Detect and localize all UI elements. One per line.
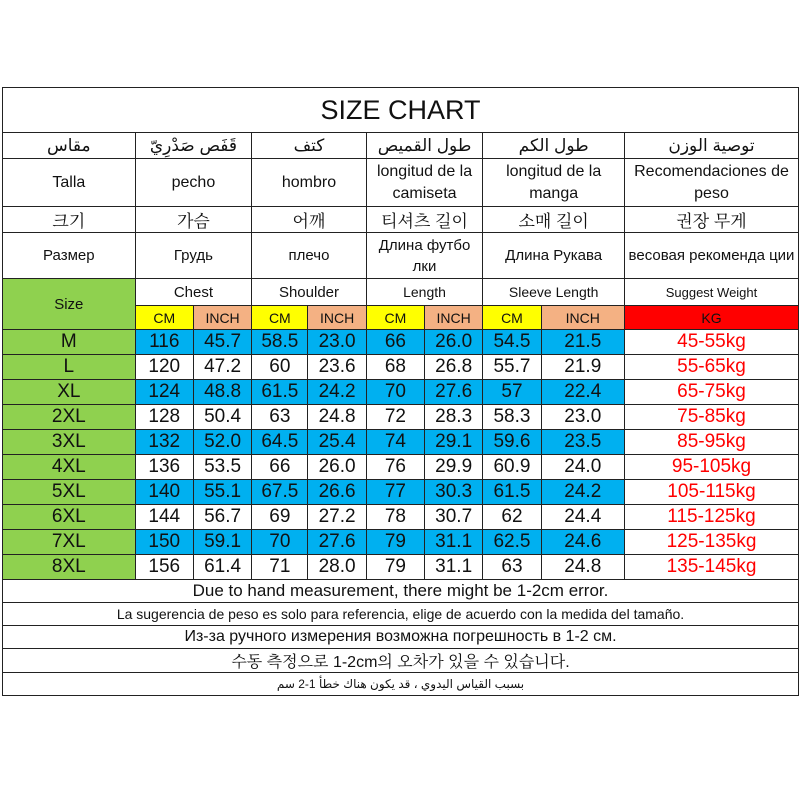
measure-length-in: 27.6: [425, 380, 483, 405]
measure-chest-in: 47.2: [193, 355, 251, 380]
unit-chest-cm: CM: [135, 306, 193, 330]
measure-chest-in: 48.8: [193, 380, 251, 405]
measure-shoulder-in: 25.4: [308, 430, 366, 455]
measure-sleeve-cm: 61.5: [483, 480, 541, 505]
measure-sleeve-in: 22.4: [541, 380, 624, 405]
unit-sleeve-cm: CM: [483, 306, 541, 330]
note-russian-row: [3, 626, 799, 649]
header-ru-chest: Грудь: [135, 233, 252, 279]
size-chart-table: [2, 87, 799, 696]
measure-chest-in: 61.4: [193, 555, 251, 580]
measure-length-cm: 72: [366, 405, 424, 430]
header-ko-weight: 권장 무게: [625, 207, 799, 233]
header-suggest-weight: Suggest Weight: [625, 279, 799, 306]
measure-shoulder-in: 26.0: [308, 455, 366, 480]
suggested-weight: 45-55kg: [625, 330, 799, 355]
measure-shoulder-cm: 61.5: [252, 380, 308, 405]
suggested-weight: 125-135kg: [625, 530, 799, 555]
measure-length-in: 31.1: [425, 530, 483, 555]
suggested-weight: 65-75kg: [625, 380, 799, 405]
measure-shoulder-in: 28.0: [308, 555, 366, 580]
note-arabic-row: [3, 673, 799, 696]
measure-length-in: 31.1: [425, 555, 483, 580]
header-ru-weight: весовая рекоменда ции: [625, 233, 799, 279]
size-row: [3, 330, 799, 355]
size-row: [3, 355, 799, 380]
size-label: 4XL: [3, 455, 136, 480]
measure-sleeve-cm: 62: [483, 505, 541, 530]
size-label: 3XL: [3, 430, 136, 455]
measure-sleeve-in: 23.5: [541, 430, 624, 455]
suggested-weight: 75-85kg: [625, 405, 799, 430]
size-row: [3, 430, 799, 455]
measure-shoulder-cm: 67.5: [252, 480, 308, 505]
suggested-weight: 95-105kg: [625, 455, 799, 480]
size-label: XL: [3, 380, 136, 405]
measure-length-cm: 76: [366, 455, 424, 480]
measure-sleeve-cm: 62.5: [483, 530, 541, 555]
unit-weight-kg: KG: [625, 306, 799, 330]
measure-chest-cm: 144: [135, 505, 193, 530]
measure-sleeve-in: 24.8: [541, 555, 624, 580]
header-ko-length: 티셔츠 길이: [366, 207, 483, 233]
header-ru-length: Длина футбо лки: [366, 233, 483, 279]
header-ar-sleeve: طول الكم: [483, 133, 625, 159]
unit-chest-inch: INCH: [193, 306, 251, 330]
measure-shoulder-cm: 66: [252, 455, 308, 480]
measure-shoulder-in: 23.0: [308, 330, 366, 355]
measure-chest-cm: 150: [135, 530, 193, 555]
measure-chest-cm: 132: [135, 430, 193, 455]
unit-shoulder-cm: CM: [252, 306, 308, 330]
measure-chest-cm: 128: [135, 405, 193, 430]
measure-shoulder-cm: 58.5: [252, 330, 308, 355]
header-ar-size: مقاس: [3, 133, 136, 159]
size-row: [3, 555, 799, 580]
header-ar-chest: قَفَص صَدْرِيّ: [135, 133, 252, 159]
header-es-shoulder: hombro: [252, 159, 367, 207]
measure-chest-in: 56.7: [193, 505, 251, 530]
measure-sleeve-cm: 60.9: [483, 455, 541, 480]
measure-sleeve-cm: 55.7: [483, 355, 541, 380]
note-english: Due to hand measurement, there might be 1-2cm error.: [3, 580, 799, 603]
measure-chest-cm: 156: [135, 555, 193, 580]
measure-length-in: 26.8: [425, 355, 483, 380]
header-ar-weight: توصية الوزن: [625, 133, 799, 159]
measure-chest-in: 45.7: [193, 330, 251, 355]
size-row: [3, 380, 799, 405]
measure-sleeve-cm: 57: [483, 380, 541, 405]
header-ar-shoulder: كتف: [252, 133, 367, 159]
header-ru-size: Размер: [3, 233, 136, 279]
header-ar-length: طول القميص: [366, 133, 483, 159]
measure-chest-cm: 116: [135, 330, 193, 355]
suggested-weight: 85-95kg: [625, 430, 799, 455]
measure-sleeve-cm: 58.3: [483, 405, 541, 430]
measure-chest-cm: 136: [135, 455, 193, 480]
suggested-weight: 55-65kg: [625, 355, 799, 380]
measure-chest-in: 50.4: [193, 405, 251, 430]
suggested-weight: 135-145kg: [625, 555, 799, 580]
note-russian: Из-за ручного измерения возможна погрешность в 1-2 см.: [3, 626, 799, 649]
measure-chest-cm: 140: [135, 480, 193, 505]
measure-shoulder-cm: 69: [252, 505, 308, 530]
chart-title: SIZE CHART: [3, 88, 799, 133]
spanish-header-row: [3, 159, 799, 207]
measure-shoulder-cm: 70: [252, 530, 308, 555]
header-shoulder: Shoulder: [252, 279, 367, 306]
note-korean: 수동 측정으로 1-2cm의 오차가 있을 수 있습니다.: [3, 649, 799, 673]
measure-sleeve-in: 21.9: [541, 355, 624, 380]
measure-shoulder-in: 24.2: [308, 380, 366, 405]
measure-length-in: 26.0: [425, 330, 483, 355]
measure-length-cm: 79: [366, 530, 424, 555]
measure-chest-in: 52.0: [193, 430, 251, 455]
size-label: L: [3, 355, 136, 380]
measure-shoulder-cm: 63: [252, 405, 308, 430]
size-row: [3, 505, 799, 530]
suggested-weight: 105-115kg: [625, 480, 799, 505]
measure-shoulder-cm: 60: [252, 355, 308, 380]
measure-sleeve-in: 21.5: [541, 330, 624, 355]
measure-length-in: 30.3: [425, 480, 483, 505]
measure-length-cm: 79: [366, 555, 424, 580]
size-label: 5XL: [3, 480, 136, 505]
header-ko-size: 크기: [3, 207, 136, 233]
measure-shoulder-in: 26.6: [308, 480, 366, 505]
measure-sleeve-in: 23.0: [541, 405, 624, 430]
english-header-row: [3, 279, 799, 306]
measure-shoulder-in: 27.6: [308, 530, 366, 555]
note-spanish-row: [3, 603, 799, 626]
size-label: M: [3, 330, 136, 355]
measure-sleeve-cm: 63: [483, 555, 541, 580]
header-size: Size: [3, 279, 136, 330]
measure-sleeve-in: 24.6: [541, 530, 624, 555]
header-ko-chest: 가슴: [135, 207, 252, 233]
suggested-weight: 115-125kg: [625, 505, 799, 530]
measure-sleeve-in: 24.2: [541, 480, 624, 505]
measure-shoulder-in: 27.2: [308, 505, 366, 530]
measure-chest-in: 53.5: [193, 455, 251, 480]
header-es-size: Talla: [3, 159, 136, 207]
header-ru-sleeve: Длина Рукава: [483, 233, 625, 279]
unit-length-cm: CM: [366, 306, 424, 330]
header-ko-sleeve: 소매 길이: [483, 207, 625, 233]
measure-sleeve-cm: 54.5: [483, 330, 541, 355]
measure-length-cm: 77: [366, 480, 424, 505]
header-length: Length: [366, 279, 483, 306]
measure-shoulder-cm: 64.5: [252, 430, 308, 455]
size-row: [3, 455, 799, 480]
size-row: [3, 480, 799, 505]
unit-shoulder-inch: INCH: [308, 306, 366, 330]
size-label: 6XL: [3, 505, 136, 530]
size-row: [3, 530, 799, 555]
header-ko-shoulder: 어깨: [252, 207, 367, 233]
measure-shoulder-in: 24.8: [308, 405, 366, 430]
measure-length-cm: 68: [366, 355, 424, 380]
header-ru-shoulder: плечо: [252, 233, 367, 279]
header-sleeve-length: Sleeve Length: [483, 279, 625, 306]
measure-sleeve-in: 24.0: [541, 455, 624, 480]
measure-length-cm: 78: [366, 505, 424, 530]
size-row: [3, 405, 799, 430]
note-spanish: La sugerencia de peso es solo para referencia, elige de acuerdo con la medida del tamaño.: [3, 603, 799, 626]
header-es-sleeve: longitud de la manga: [483, 159, 625, 207]
measure-chest-in: 59.1: [193, 530, 251, 555]
measure-chest-in: 55.1: [193, 480, 251, 505]
russian-header-row: [3, 233, 799, 279]
arabic-header-row: [3, 133, 799, 159]
measure-length-in: 28.3: [425, 405, 483, 430]
note-english-row: [3, 580, 799, 603]
unit-sleeve-inch: INCH: [541, 306, 624, 330]
header-chest: Chest: [135, 279, 252, 306]
measure-chest-cm: 120: [135, 355, 193, 380]
korean-header-row: [3, 207, 799, 233]
size-label: 8XL: [3, 555, 136, 580]
unit-length-inch: INCH: [425, 306, 483, 330]
header-es-chest: pecho: [135, 159, 252, 207]
measure-length-cm: 74: [366, 430, 424, 455]
size-label: 2XL: [3, 405, 136, 430]
measure-length-in: 29.1: [425, 430, 483, 455]
measure-length-cm: 66: [366, 330, 424, 355]
measure-sleeve-in: 24.4: [541, 505, 624, 530]
note-korean-row: [3, 649, 799, 673]
measure-length-cm: 70: [366, 380, 424, 405]
measure-length-in: 29.9: [425, 455, 483, 480]
measure-chest-cm: 124: [135, 380, 193, 405]
header-es-weight: Recomendaciones de peso: [625, 159, 799, 207]
measure-shoulder-cm: 71: [252, 555, 308, 580]
measure-shoulder-in: 23.6: [308, 355, 366, 380]
size-label: 7XL: [3, 530, 136, 555]
measure-length-in: 30.7: [425, 505, 483, 530]
header-es-length: longitud de la camiseta: [366, 159, 483, 207]
measure-sleeve-cm: 59.6: [483, 430, 541, 455]
note-arabic: بسبب القياس اليدوي ، قد يكون هناك خطأ 1-2 سم: [3, 673, 799, 696]
